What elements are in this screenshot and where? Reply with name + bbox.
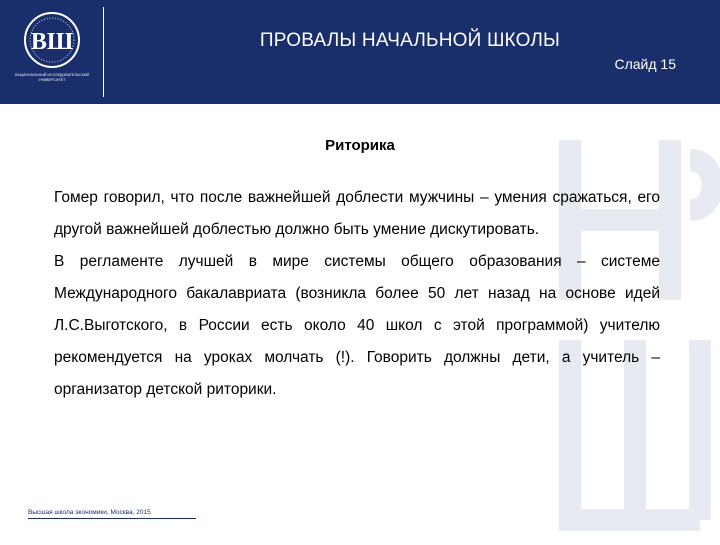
footer-text: Высшая школа экономики, Москва, 2015 — [28, 509, 151, 516]
logo-caption: НАЦИОНАЛЬНЫЙ ИССЛЕДОВАТЕЛЬСКИЙ УНИВЕРСИТЕТ — [14, 73, 90, 82]
svg-text:ВШ: ВШ — [30, 29, 74, 55]
page-title: ПРОВАЛЫ НАЧАЛЬНОЙ ШКОЛЫ — [259, 30, 561, 51]
paragraph: В регламенте лучшей в мире системы общего образования – системе Международного бакалавриата (возникла более 50 лет назад на основе идей Л.С.Выготского, в России есть около 40 школ с этой программой) учителю рекомендуется на уроках молчать (!). Говорить должны дети, а учитель – организатор детской риторики. — [54, 253, 660, 398]
header-divider — [103, 7, 104, 97]
paragraph: Гомер говорил, что после важнейшей доблести мужчины – умения сражаться, его другой важнейшей доблестью должно быть умение дискутировать. — [54, 189, 660, 238]
footer-divider — [28, 518, 196, 519]
slide-number: Слайд 15 — [614, 56, 676, 72]
header-bar — [0, 0, 720, 104]
body-text — [54, 182, 660, 406]
hse-emblem-icon — [4, 4, 100, 100]
section-title: Риторика — [325, 137, 395, 154]
